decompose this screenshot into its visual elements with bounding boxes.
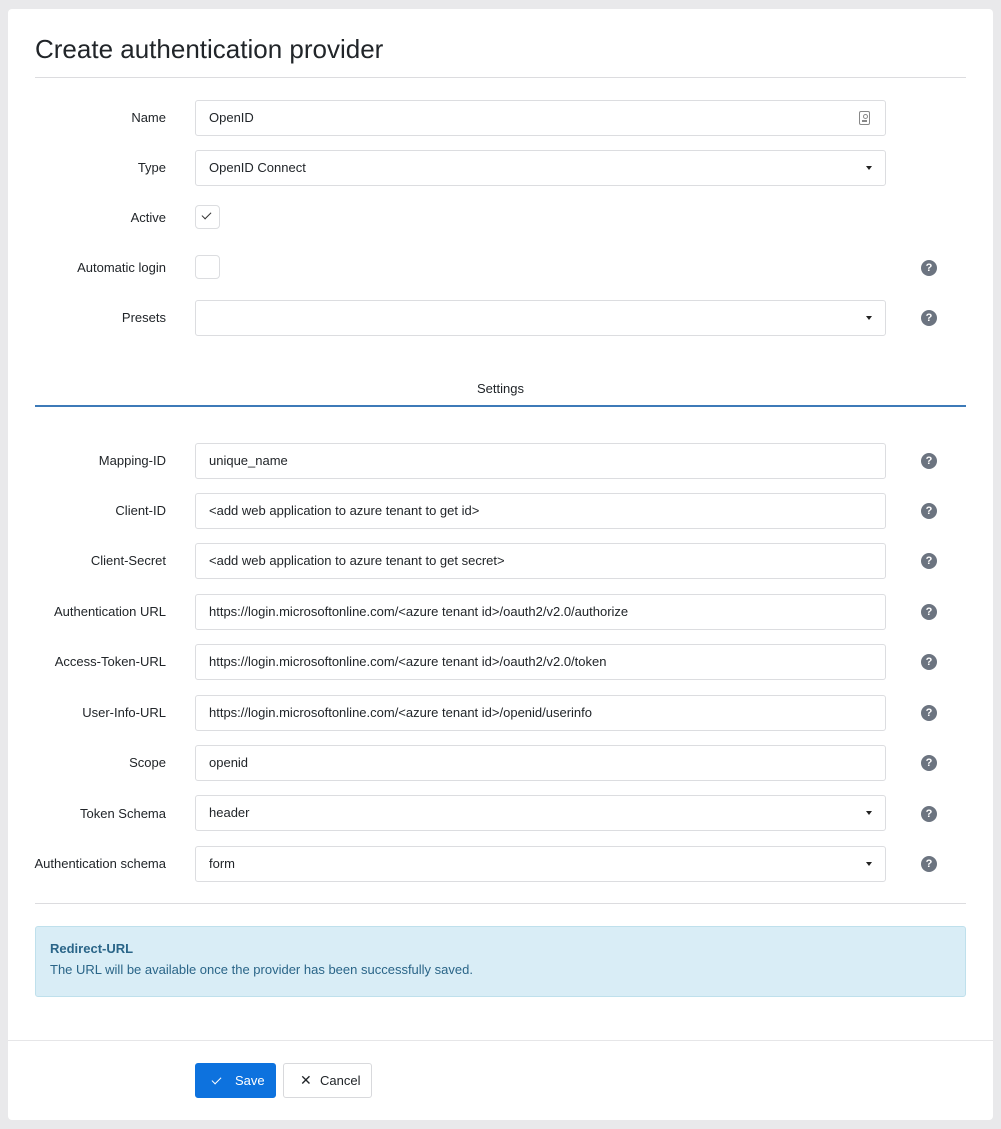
help-icon[interactable]: ?: [921, 453, 937, 469]
caret-down-icon: [866, 862, 872, 866]
client-secret-label: Client-Secret: [90, 553, 166, 568]
caret-down-icon: [866, 316, 872, 320]
automatic-login-label: Automatic login: [77, 260, 166, 275]
caret-down-icon: [866, 166, 872, 170]
help-icon[interactable]: ?: [921, 705, 937, 721]
active-checkbox[interactable]: [195, 205, 220, 229]
help-icon[interactable]: ?: [921, 260, 937, 276]
client-secret-value: <add web application to azure tenant to get secret>: [209, 553, 505, 568]
help-icon[interactable]: ?: [921, 503, 937, 519]
token-url-input[interactable]: [195, 644, 886, 680]
userinfo-url-value: https://login.microsoftonline.com/<azure tenant id>/openid/userinfo: [209, 705, 593, 720]
settings-underline: [35, 405, 966, 407]
token-schema-value: header: [209, 805, 250, 820]
mapping-id-value: unique_name: [209, 453, 288, 468]
check-icon: [212, 1075, 222, 1085]
cancel-label: Cancel: [320, 1073, 361, 1088]
auth-url-value: https://login.microsoftonline.com/<azure tenant id>/oauth2/v2.0/authorize: [209, 604, 629, 619]
settings-heading: Settings: [477, 381, 524, 396]
save-button[interactable]: [195, 1063, 276, 1098]
type-value: OpenID Connect: [209, 160, 306, 175]
automatic-login-checkbox[interactable]: [195, 255, 220, 279]
mapping-id-input[interactable]: [195, 443, 886, 479]
close-icon: ✕: [300, 1072, 312, 1088]
scope-value: openid: [209, 755, 249, 770]
settings-divider: [35, 903, 966, 904]
type-label: Type: [137, 160, 166, 175]
name-value: OpenID: [209, 110, 254, 125]
cancel-button[interactable]: [283, 1063, 372, 1098]
token-schema-label: Token Schema: [80, 806, 166, 821]
name-input[interactable]: [195, 100, 886, 136]
active-label: Active: [130, 210, 166, 225]
help-icon[interactable]: ?: [921, 553, 937, 569]
provider-form-card: [8, 9, 993, 1120]
auth-url-input[interactable]: [195, 594, 886, 630]
mapping-id-label: Mapping-ID: [98, 453, 166, 468]
userinfo-url-input[interactable]: [195, 695, 886, 731]
help-icon[interactable]: ?: [921, 310, 937, 326]
auth-schema-value: form: [209, 856, 235, 871]
scope-input[interactable]: [195, 745, 886, 781]
client-id-input[interactable]: [195, 493, 886, 529]
auth-schema-label: Authentication schema: [34, 856, 166, 871]
token-url-value: https://login.microsoftonline.com/<azure tenant id>/oauth2/v2.0/token: [209, 654, 607, 669]
auth-schema-select[interactable]: [195, 846, 886, 882]
save-label: Save: [235, 1073, 265, 1088]
caret-down-icon: [866, 811, 872, 815]
redirect-url-info: [35, 926, 966, 997]
client-id-label: Client-ID: [115, 503, 166, 518]
help-icon[interactable]: ?: [921, 806, 937, 822]
name-label: Name: [131, 110, 166, 125]
token-schema-select[interactable]: [195, 795, 886, 831]
contact-card-icon: [859, 111, 870, 125]
checkmark-icon: [202, 210, 212, 220]
help-icon[interactable]: ?: [921, 755, 937, 771]
auth-url-label: Authentication URL: [53, 604, 166, 619]
help-icon[interactable]: ?: [921, 856, 937, 872]
footer-divider: [8, 1040, 993, 1041]
client-secret-input[interactable]: [195, 543, 886, 579]
token-url-label: Access-Token-URL: [54, 654, 166, 669]
userinfo-url-label: User-Info-URL: [82, 705, 166, 720]
presets-select[interactable]: [195, 300, 886, 336]
page-title: Create authentication provider: [35, 34, 384, 64]
help-icon[interactable]: ?: [921, 604, 937, 620]
scope-label: Scope: [129, 755, 166, 770]
type-select[interactable]: [195, 150, 886, 186]
title-divider: [35, 77, 966, 78]
info-text: The URL will be available once the provider has been successfully saved.: [50, 962, 473, 977]
client-id-value: <add web application to azure tenant to get id>: [209, 503, 480, 518]
help-icon[interactable]: ?: [921, 654, 937, 670]
info-title: Redirect-URL: [50, 941, 134, 956]
presets-label: Presets: [121, 310, 166, 325]
